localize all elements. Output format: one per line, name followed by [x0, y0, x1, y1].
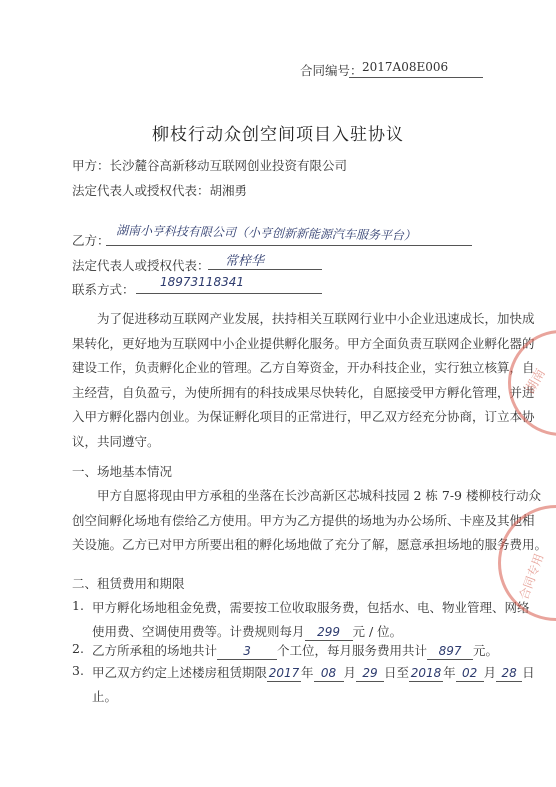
section1-paragraph [72, 484, 548, 558]
intro-line: 主经营，自负盈亏，为使所拥有的科技成果尽快转化，自愿接受甲方孵化管理，并进 [72, 384, 535, 400]
item3-line1 [92, 663, 535, 682]
section1-line: 关设施。乙方已对甲方所要出租的孵化场地做了充分了解，愿意承担场地的服务费用。 [72, 537, 548, 552]
seal-top-text: 湖南 [522, 366, 549, 397]
item3-month-label: 月 [343, 665, 357, 680]
intro-paragraph [72, 307, 535, 454]
party-b-name-underline [106, 245, 472, 246]
item3-end-day-field [496, 665, 522, 682]
item1-line2-pre: 使用费、空调使用费等。计费规则每月 [92, 624, 305, 639]
party-b-contact-label: 联系方式： [72, 282, 135, 297]
item2-fee-field [427, 643, 473, 660]
document-title: 柳枝行动众创空间项目入驻协议 [152, 125, 404, 145]
party-b-contact-handwritten: 18973118341 [160, 275, 244, 289]
party-a-line [72, 156, 347, 174]
section1-line: 创空间孵化场地有偿给乙方使用。甲方为乙方提供的场地为办公场所、卡座及其他相 [72, 512, 535, 528]
intro-line: 果转化，更好地为互联网中小企业提供孵化服务。甲方全面负责互联网企业孵化器的 [72, 335, 535, 351]
party-a-rep-line [72, 181, 247, 199]
item2-line [92, 641, 498, 660]
party-b-rep-label: 法定代表人或授权代表： [72, 258, 210, 273]
item3-start-year: 2017 [268, 666, 300, 680]
item3-end-year: 2018 [410, 666, 442, 680]
item1-fee-handwritten: 299 [317, 625, 340, 639]
item1-line1: 甲方孵化场地租金免费，需要按工位收取服务费，包括水、电、物业管理、网络 [92, 600, 530, 615]
section1-line: 甲方自愿将现由甲方承租的坐落在长沙高新区芯城科技园 2 栋 7-9 楼柳枝行动众 [97, 488, 541, 503]
item3-year-label-2: 年 [443, 665, 456, 680]
item3-start-day-field [356, 665, 384, 682]
item3-month-label-2: 月 [483, 665, 497, 680]
contract-no-label: 合同编号： [300, 63, 363, 78]
item3-end-day: 28 [501, 666, 517, 680]
item3-num: 3. [72, 663, 84, 678]
party-b-rep-underline [208, 269, 322, 270]
item3-start-month-field [314, 665, 344, 682]
party-a-rep-name: 胡湘勇 [209, 183, 248, 198]
section2-heading: 二、租赁费用和期限 [72, 576, 185, 591]
item3-end-month-field [456, 665, 484, 682]
item3-start-month: 08 [320, 666, 337, 680]
item2-num: 2. [72, 641, 84, 656]
contract-no-value: 2017A08E006 [362, 60, 449, 74]
item3-end-month: 02 [461, 666, 478, 680]
intro-line: 入甲方孵化器内创业。为保证孵化项目的正常进行，甲乙双方经充分协商，订立本协 [72, 409, 535, 424]
item2-mid: 个工位，每月服务费用共计 [277, 643, 428, 658]
intro-line: 建设工作，负责孵化企业的管理。乙方自筹资金，开办科技企业，实行独立核算，自 [72, 360, 535, 375]
item2-post: 元。 [473, 643, 499, 658]
party-a-rep-label: 法定代表人或授权代表： [72, 183, 210, 198]
seal-bottom-text: 合同专用 [516, 551, 547, 602]
party-b-label: 乙方： [72, 233, 110, 248]
item3-day-label: 日 [522, 665, 535, 680]
party-b-rep-name-handwritten: 常梓华 [225, 254, 265, 269]
item1-line2 [92, 622, 402, 641]
party-a-name: 长沙麓谷高新移动互联网创业投资有限公司 [109, 158, 348, 173]
item3-start-day: 29 [362, 666, 378, 680]
party-b-name-handwritten: 湖南小亨科技有限公司（小亨创新新能源汽车服务平台） [115, 223, 417, 243]
item1-num: 1. [72, 598, 84, 613]
item3-to-label: 日至 [384, 665, 410, 680]
party-a-label: 甲方： [72, 158, 110, 173]
item2-fee-handwritten: 897 [438, 644, 462, 658]
item3-year-label: 年 [301, 665, 314, 680]
item3-line2: 止。 [92, 689, 118, 704]
item2-count-handwritten: 3 [243, 644, 251, 658]
section1-heading: 一、场地基本情况 [72, 464, 173, 479]
item3-pre: 甲乙双方约定上述楼房租赁期限 [92, 665, 268, 680]
intro-line: 为了促进移动互联网产业发展，扶持相关互联网行业中小企业迅速成长，加快成 [97, 311, 535, 326]
item2-count-field [217, 643, 277, 660]
item2-pre: 乙方所承租的场地共计 [92, 643, 218, 658]
item1-line2-post: 元 / 位。 [352, 624, 403, 639]
item3-end-year-field [409, 665, 443, 682]
party-b-contact-underline [136, 293, 322, 294]
item3-start-year-field [267, 665, 301, 682]
item1-fee-field [305, 624, 353, 641]
intro-line: 议，共同遵守。 [72, 433, 160, 449]
contract-no-underline [349, 77, 483, 78]
